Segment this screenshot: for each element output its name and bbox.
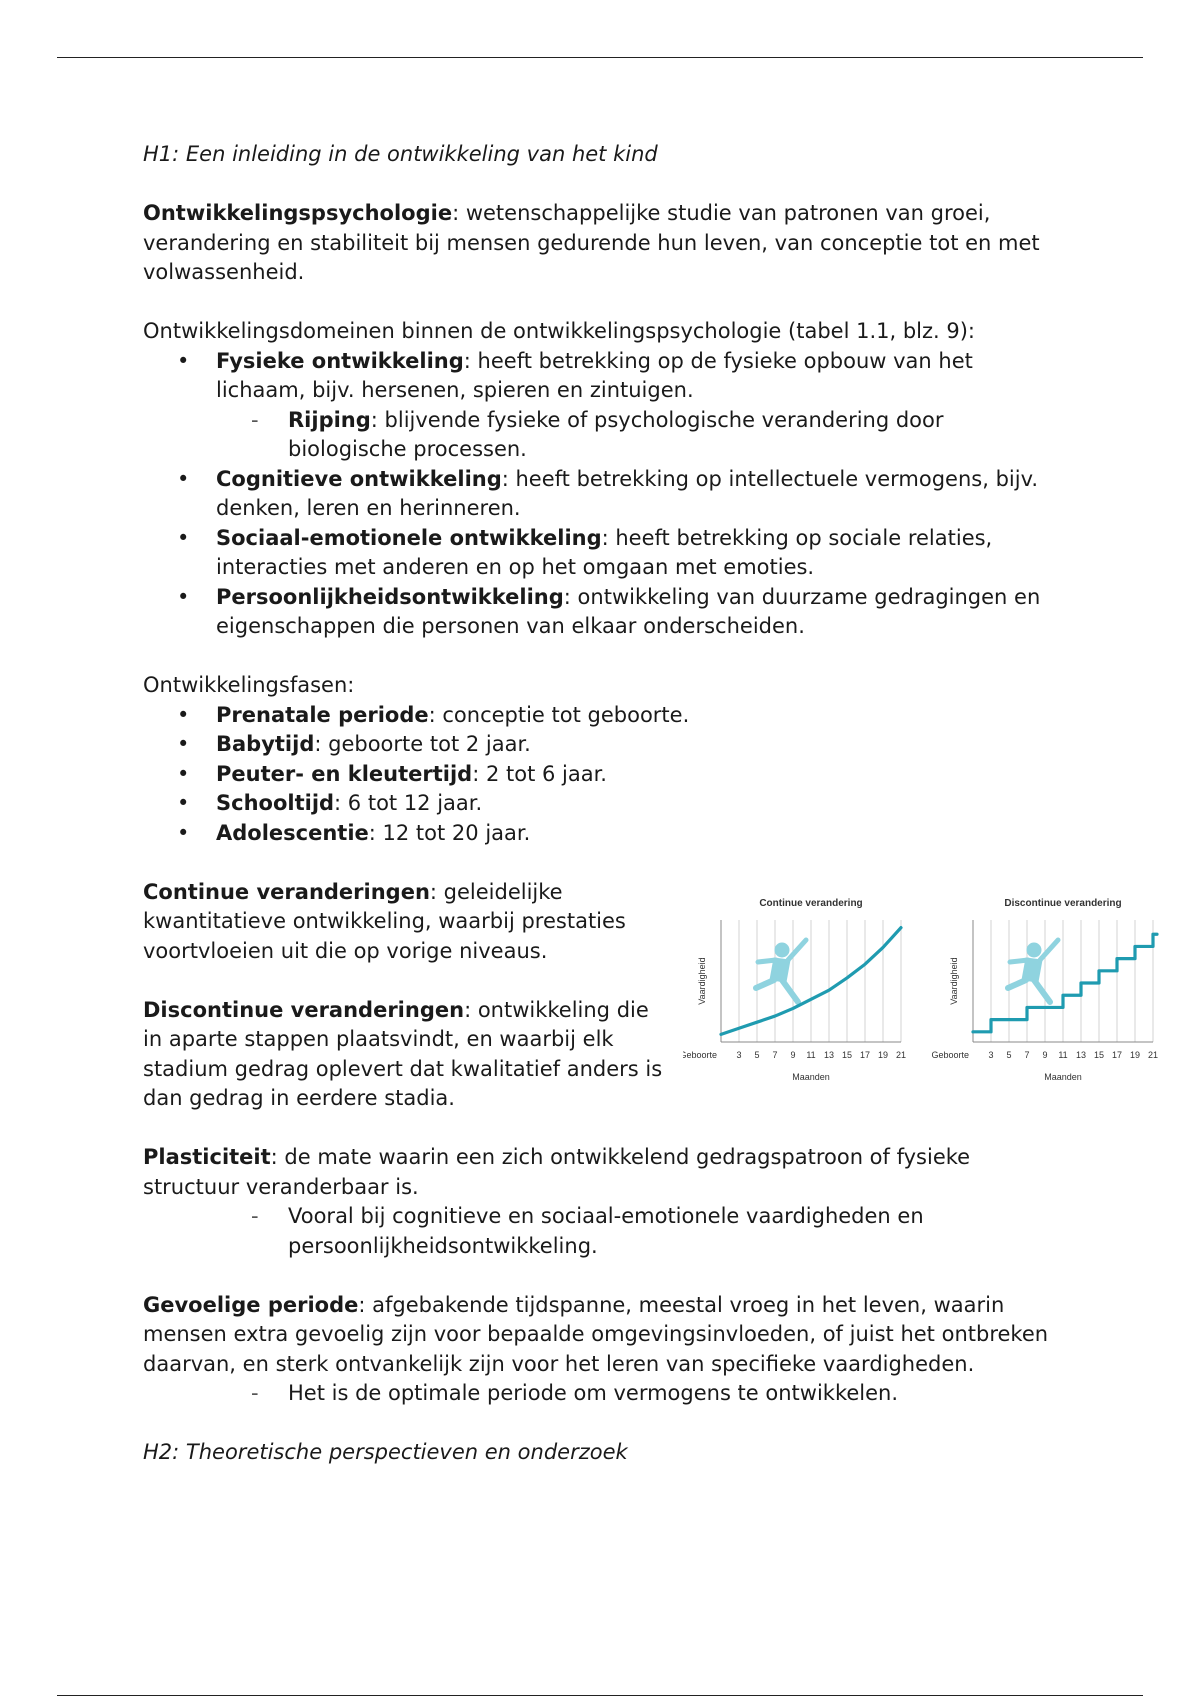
- child-figure-icon: [756, 940, 806, 1002]
- change-section: [143, 878, 1159, 1114]
- page-content: [143, 140, 1159, 1468]
- domains-list: [143, 347, 1063, 406]
- list-item: - Vooral bij cognitieve en sociaal-emotionele vaardigheden en persoonlijkheidsontwikkeling.: [143, 1202, 1063, 1261]
- term: Discontinue veranderingen: [143, 997, 465, 1022]
- sub-list: [143, 1202, 1063, 1261]
- definition-text: : ontwikkeling van duurzame gedragingen en eigenschappen die personen van elkaar onderscheiden.: [216, 584, 1041, 638]
- tick-label: 19: [1129, 1049, 1141, 1060]
- definition-text: : ontwikkeling die in aparte stappen plaatsvindt, en waarbij elk stadium gedrag oplevert dat kwalitatief anders is dan gedrag in eerdere stadia.: [143, 997, 663, 1110]
- list-item: [143, 760, 1063, 790]
- chart-title: Continue verandering: [759, 897, 863, 909]
- tick-label: Geboorte: [931, 1049, 969, 1060]
- list-item: [143, 701, 1063, 731]
- sub-list: [143, 406, 1063, 465]
- term: Persoonlijkheidsontwikkeling: [216, 584, 564, 609]
- change-figure: [683, 892, 1183, 1102]
- x-axis-label: Maanden: [792, 1071, 830, 1082]
- term: Schooltijd: [216, 791, 335, 815]
- definition-text: : heeft betrekking op de fysieke opbouw van het lichaam, bijv. hersenen, spieren en zintuigen.: [216, 348, 973, 402]
- tick-label: 9: [1042, 1049, 1048, 1060]
- definition-continue: [143, 878, 663, 967]
- definition-text: : conceptie tot geboorte.: [428, 702, 690, 727]
- list-item: [143, 406, 1063, 465]
- change-charts: [683, 892, 1183, 1102]
- domains-intro: Ontwikkelingsdomeinen binnen de ontwikkelingspsychologie (tabel 1.1, blz. 9):: [143, 319, 976, 343]
- tick-label: 3: [988, 1049, 994, 1060]
- top-rule: [57, 57, 1143, 58]
- definition-text: : afgebakende tijdspanne, meestal vroeg in het leven, waarin mensen extra gevoelig zijn voor bepaalde omgevingsinvloeden, of juist het ontbreken daarvan, en sterk ontvankelijk zijn voor het leren van specifieke vaardigheden.: [143, 1292, 1049, 1376]
- list-item: - Het is de optimale periode om vermogens te ontwikkelen.: [143, 1379, 1063, 1409]
- term: Rijping: [288, 407, 371, 432]
- phases-intro: Ontwikkelingsfasen:: [143, 673, 355, 697]
- chapter-heading-h1: H1: Een inleiding in de ontwikkeling van het kind: [143, 142, 658, 166]
- tick-label: 11: [1058, 1049, 1068, 1060]
- tick-label: 15: [1093, 1049, 1105, 1060]
- tick-label: 7: [1024, 1049, 1030, 1060]
- tick-label: 15: [841, 1049, 853, 1060]
- tick-label: 5: [754, 1049, 760, 1060]
- definition-text: : heeft betrekking op intellectuele vermogens, bijv. denken, leren en herinneren.: [216, 466, 1039, 520]
- term: Cognitieve ontwikkeling: [216, 466, 502, 491]
- term: Babytijd: [216, 732, 315, 756]
- tick-label: 9: [790, 1049, 796, 1060]
- sub-list: [143, 1379, 1063, 1409]
- list-item: [143, 730, 1063, 760]
- definition-text: : heeft betrekking op sociale relaties, interacties met anderen en op het omgaan met emoties.: [216, 525, 993, 579]
- y-axis-label: Vaardigheid: [949, 956, 959, 1005]
- tick-label: 19: [877, 1049, 889, 1060]
- tick-label: 3: [736, 1049, 742, 1060]
- term: Sociaal-emotionele ontwikkeling: [216, 525, 602, 550]
- definition-text: : de mate waarin een zich ontwikkelend gedragspatroon of fysieke structuur veranderbaar is.: [143, 1145, 971, 1199]
- tick-label: 11: [806, 1049, 816, 1060]
- term: Continue veranderingen: [143, 879, 430, 904]
- term: Peuter- en kleutertijd: [216, 761, 473, 786]
- definition-ontwikkelingspsychologie: [143, 199, 1063, 288]
- x-axis-label: Maanden: [1044, 1071, 1082, 1082]
- child-figure-icon: [1008, 940, 1058, 1002]
- tick-label: 21: [895, 1049, 907, 1060]
- tick-label: 21: [1147, 1049, 1159, 1060]
- definition-gevoelige-periode: [143, 1291, 1063, 1380]
- definition-text: : 2 tot 6 jaar.: [472, 761, 607, 786]
- tick-label: 13: [823, 1049, 835, 1060]
- tick-label: 5: [1006, 1049, 1012, 1060]
- chapter-heading-h2: H2: Theoretische perspectieven en onderzoek: [143, 1440, 628, 1464]
- list-item: [143, 789, 1063, 819]
- list-item: [143, 465, 1063, 524]
- term: Ontwikkelingspsychologie: [143, 201, 453, 225]
- definition-text: : 6 tot 12 jaar.: [334, 791, 483, 815]
- definition-text: : geboorte tot 2 jaar.: [314, 732, 531, 756]
- list-item: [143, 583, 1063, 642]
- term: Fysieke ontwikkeling: [216, 348, 464, 373]
- list-item: [143, 524, 1063, 583]
- definition-text: : geleidelijke kwantitatieve ontwikkeling, waarbij prestaties voortvloeien uit die op vorige niveaus.: [143, 879, 626, 963]
- domains-list-continued: [143, 465, 1063, 642]
- term: Prenatale periode: [216, 702, 429, 727]
- phases-list: [143, 701, 1063, 849]
- list-item: [143, 819, 1063, 849]
- definition-text: : 12 tot 20 jaar.: [368, 820, 531, 845]
- term: Plasticiteit: [143, 1145, 271, 1169]
- tick-label: Geboorte: [683, 1049, 717, 1060]
- y-axis-label: Vaardigheid: [697, 956, 707, 1005]
- definition-text: : wetenschappelijke studie van patronen van groei, verandering en stabiliteit bij mensen gedurende hun leven, van conceptie tot en met volwassenheid.: [143, 201, 1040, 284]
- definition-plasticiteit: [143, 1143, 1063, 1202]
- bottom-rule: [57, 1695, 1143, 1696]
- term: Gevoelige periode: [143, 1292, 359, 1317]
- tick-label: 13: [1075, 1049, 1087, 1060]
- tick-label: 17: [1111, 1049, 1123, 1060]
- list-item: [143, 347, 1063, 406]
- series-line: [973, 934, 1157, 1032]
- term: Adolescentie: [216, 820, 369, 845]
- tick-label: 7: [772, 1049, 778, 1060]
- definition-discontinue: [143, 996, 663, 1114]
- definition-text: : blijvende fysieke of psychologische verandering door biologische processen.: [288, 407, 944, 461]
- tick-label: 17: [859, 1049, 871, 1060]
- chart-title: Discontinue verandering: [1004, 897, 1122, 909]
